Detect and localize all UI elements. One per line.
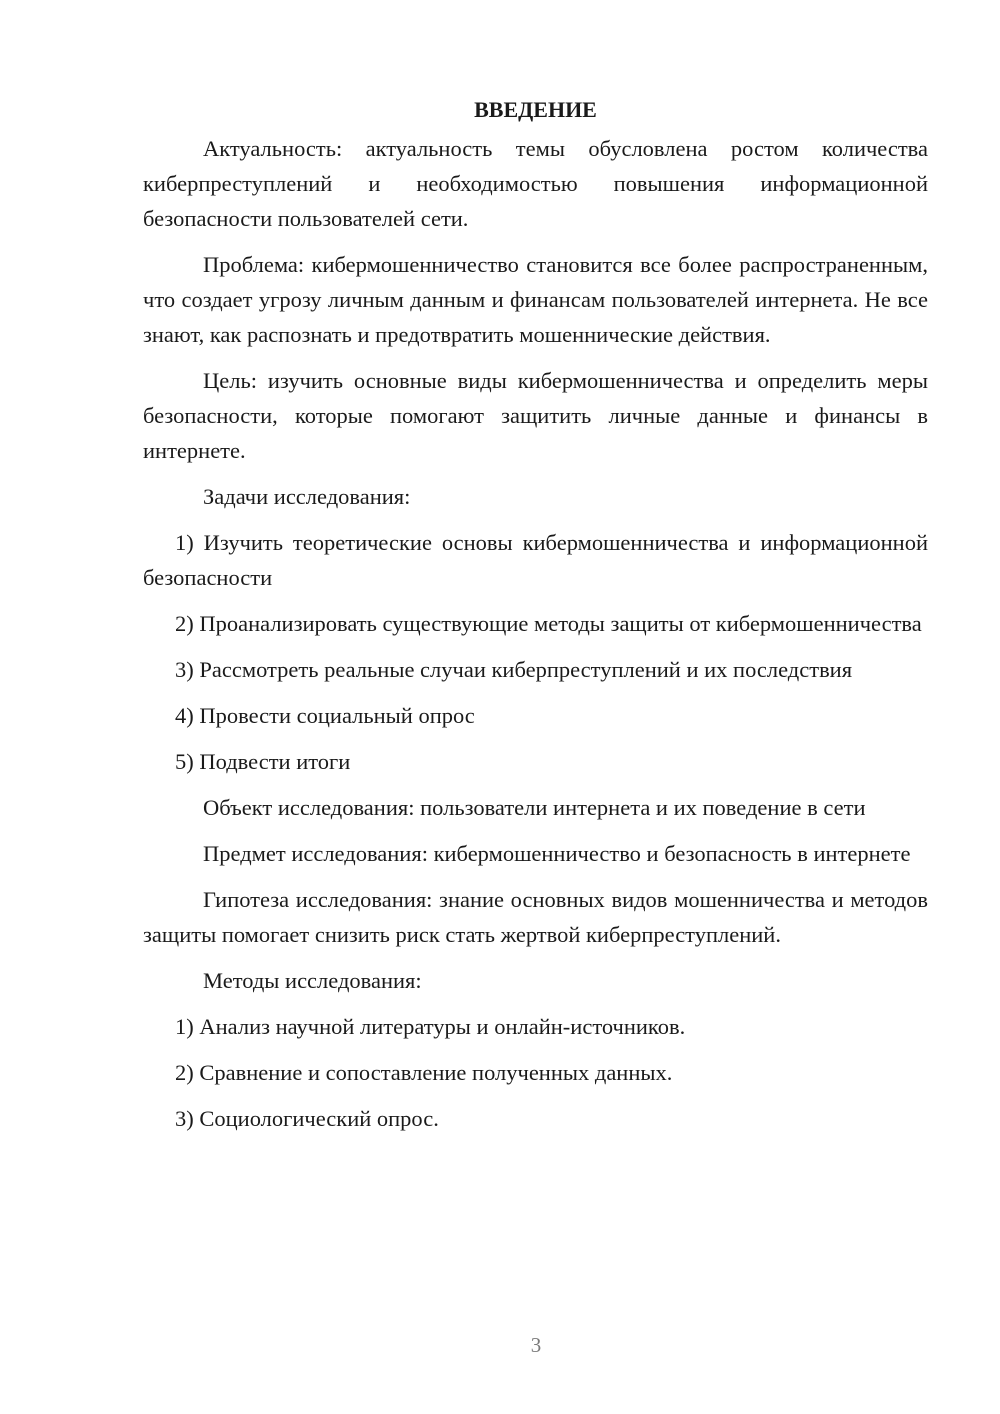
hypothesis-paragraph: Гипотеза исследования: знание основных видов мошенничества и методов защиты помогает снизить риск стать жертвой киберпреступлений. (143, 887, 928, 947)
goal-paragraph: Цель: изучить основные виды кибермошенничества и определить меры безопасности, которые помогают защитить личные данные и финансы в интернете. (143, 368, 928, 463)
section-title: ВВЕДЕНИЕ (474, 97, 597, 122)
object-paragraph: Объект исследования: пользователи интернета и их поведение в сети (203, 795, 866, 820)
subject-paragraph: Предмет исследования: кибермошенничество и безопасность в интернете (203, 841, 911, 866)
methods-heading: Методы исследования: (203, 968, 422, 993)
page-number: 3 (530, 1333, 542, 1357)
task-item: 4) Провести социальный опрос (175, 703, 475, 728)
problem-paragraph: Проблема: кибермошенничество становится все более распространенным, что создает угрозу личным данным и финансам пользователей интернета. Не все знают, как распознать и предотвратить мошеннические действия. (143, 252, 928, 347)
method-item: 3) Социологический опрос. (175, 1106, 439, 1131)
relevance-paragraph: Актуальность: актуальность темы обусловлена ростом количества киберпреступлений и необходимостью повышения информационной безопасности пользователей сети. (143, 136, 928, 231)
method-item: 1) Анализ научной литературы и онлайн-источников. (175, 1014, 686, 1039)
method-item: 2) Сравнение и сопоставление полученных данных. (175, 1060, 673, 1085)
page-content (143, 95, 928, 1147)
task-item: 2) Проанализировать существующие методы защиты от кибермошенничества (175, 611, 922, 636)
task-item: 1) Изучить теоретические основы кибермошенничества и информационной безопасности (143, 530, 928, 590)
tasks-heading: Задачи исследования: (203, 484, 411, 509)
task-item: 3) Рассмотреть реальные случаи киберпреступлений и их последствия (175, 657, 853, 682)
task-item: 5) Подвести итоги (175, 749, 351, 774)
